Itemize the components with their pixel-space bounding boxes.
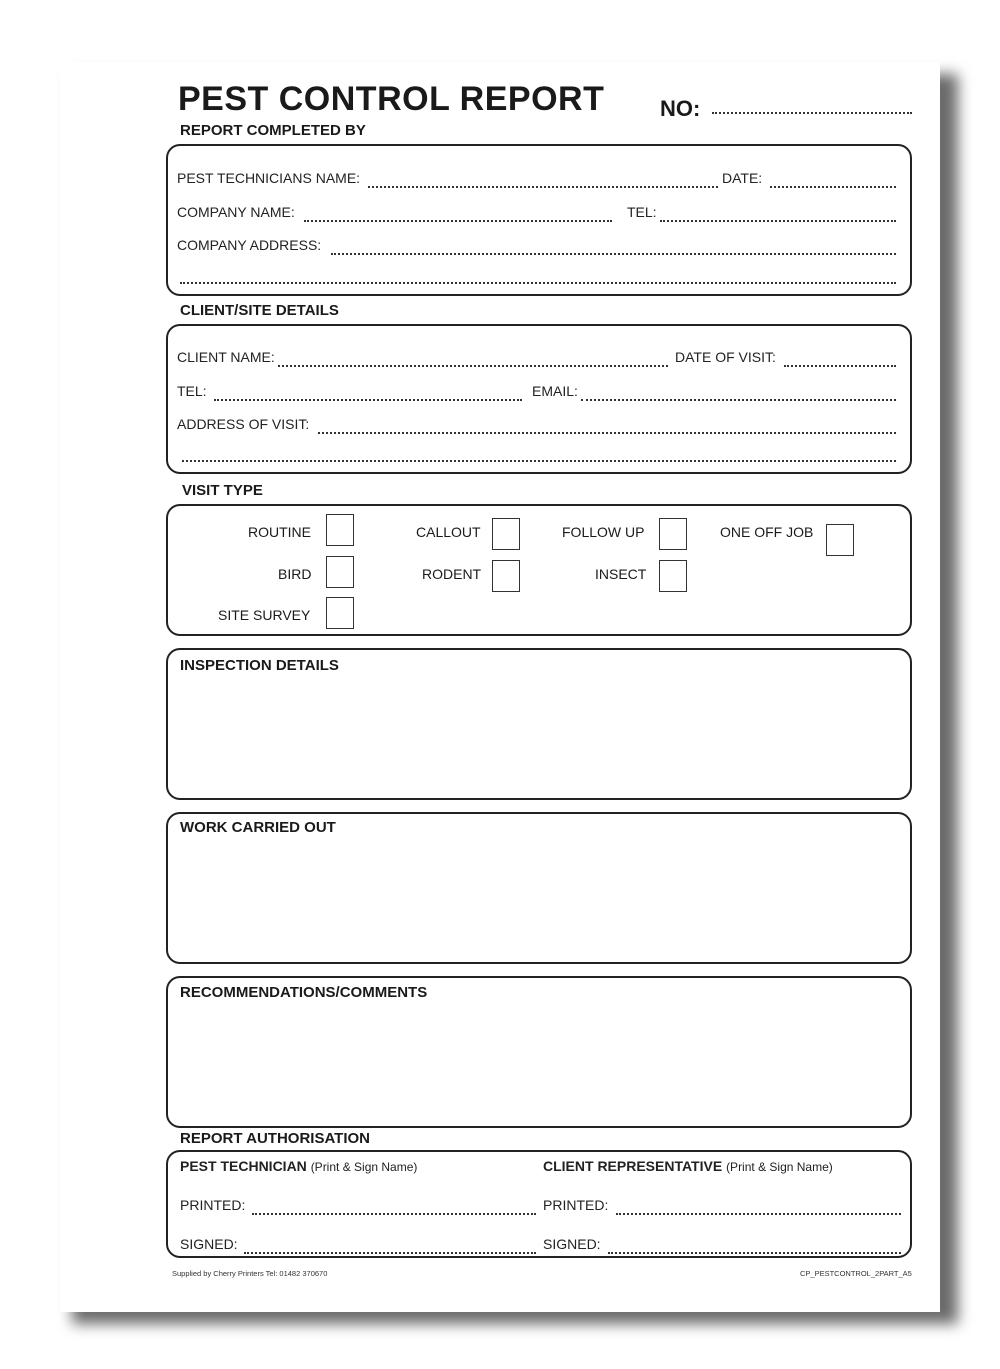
client-auth-heading-text: CLIENT REPRESENTATIVE bbox=[543, 1158, 723, 1174]
footer-supplier: Supplied by Cherry Printers Tel: 01482 370670 bbox=[172, 1269, 328, 1278]
company-address-label: COMPANY ADDRESS: bbox=[177, 237, 322, 253]
section-title-client-site: CLIENT/SITE DETAILS bbox=[180, 302, 339, 319]
tech-print-sign-note: (Print & Sign Name) bbox=[310, 1160, 418, 1174]
section-title-recommendations: RECOMMENDATIONS/COMMENTS bbox=[180, 984, 428, 1001]
company-name-label: COMPANY NAME: bbox=[177, 204, 295, 220]
section-title-report-completed-by: REPORT COMPLETED BY bbox=[180, 122, 366, 139]
visit-option-follow-up-label: FOLLOW UP bbox=[562, 524, 645, 540]
date-label: DATE: bbox=[722, 170, 763, 186]
work-carried-out-box[interactable] bbox=[166, 812, 912, 964]
tech-signed-field[interactable] bbox=[244, 1252, 536, 1254]
visit-option-routine-checkbox[interactable] bbox=[326, 514, 354, 546]
client-printed-field[interactable] bbox=[616, 1213, 901, 1215]
form-title: PEST CONTROL REPORT bbox=[178, 80, 605, 118]
section-title-inspection-details: INSPECTION DETAILS bbox=[180, 657, 339, 674]
visit-option-callout-label: CALLOUT bbox=[416, 524, 481, 540]
visit-option-routine-label: ROUTINE bbox=[248, 524, 311, 540]
visit-option-insect-label: INSECT bbox=[595, 566, 647, 582]
client-tel-label: TEL: bbox=[177, 383, 207, 399]
section-title-work-carried-out: WORK CARRIED OUT bbox=[180, 819, 336, 836]
visit-option-rodent-checkbox[interactable] bbox=[492, 560, 520, 592]
client-name-field[interactable] bbox=[278, 365, 668, 367]
client-signed-label: SIGNED: bbox=[543, 1236, 601, 1252]
email-field[interactable] bbox=[581, 399, 896, 401]
visit-option-callout-checkbox[interactable] bbox=[492, 518, 520, 550]
visit-option-one-off-job-checkbox[interactable] bbox=[826, 524, 854, 556]
company-name-field[interactable] bbox=[304, 220, 612, 222]
company-address-field-line2[interactable] bbox=[180, 282, 896, 284]
tech-name-field[interactable] bbox=[368, 186, 718, 188]
tech-name-label: PEST TECHNICIANS NAME: bbox=[177, 170, 361, 186]
visit-option-bird-checkbox[interactable] bbox=[326, 556, 354, 588]
section-title-report-authorisation: REPORT AUTHORISATION bbox=[180, 1130, 370, 1147]
client-signed-field[interactable] bbox=[608, 1252, 901, 1254]
visit-option-insect-checkbox[interactable] bbox=[659, 560, 687, 592]
footer-code: CP_PESTCONTROL_2PART_A5 bbox=[800, 1269, 912, 1278]
report-number-label: NO: bbox=[660, 96, 701, 121]
client-site-box bbox=[166, 324, 912, 474]
address-of-visit-field[interactable] bbox=[318, 432, 896, 434]
visit-option-bird-label: BIRD bbox=[278, 566, 312, 582]
tech-printed-field[interactable] bbox=[252, 1213, 536, 1215]
client-name-label: CLIENT NAME: bbox=[177, 349, 275, 365]
client-printed-label: PRINTED: bbox=[543, 1197, 609, 1213]
authorisation-box bbox=[166, 1150, 912, 1258]
tech-auth-heading bbox=[180, 1158, 417, 1174]
recommendations-box[interactable] bbox=[166, 976, 912, 1128]
visit-option-site-survey-checkbox[interactable] bbox=[326, 597, 354, 629]
client-tel-field[interactable] bbox=[214, 399, 522, 401]
date-of-visit-label: DATE OF VISIT: bbox=[675, 349, 776, 365]
visit-type-box bbox=[166, 504, 912, 636]
address-of-visit-label: ADDRESS OF VISIT: bbox=[177, 416, 310, 432]
date-field[interactable] bbox=[770, 186, 896, 188]
client-auth-heading bbox=[543, 1158, 833, 1174]
tech-auth-heading-text: PEST TECHNICIAN bbox=[180, 1158, 307, 1174]
report-number-field[interactable] bbox=[712, 112, 912, 114]
client-print-sign-note: (Print & Sign Name) bbox=[726, 1160, 833, 1174]
date-of-visit-field[interactable] bbox=[784, 365, 896, 367]
report-completed-by-box bbox=[166, 144, 912, 296]
address-of-visit-field-line2[interactable] bbox=[182, 460, 896, 462]
visit-option-rodent-label: RODENT bbox=[422, 566, 482, 582]
company-tel-field[interactable] bbox=[660, 220, 896, 222]
section-title-visit-type: VISIT TYPE bbox=[182, 482, 263, 499]
inspection-details-box[interactable] bbox=[166, 648, 912, 800]
visit-option-one-off-job-label: ONE OFF JOB bbox=[720, 524, 814, 540]
visit-option-follow-up-checkbox[interactable] bbox=[659, 518, 687, 550]
tech-printed-label: PRINTED: bbox=[180, 1197, 246, 1213]
company-tel-label: TEL: bbox=[627, 204, 657, 220]
visit-option-site-survey-label: SITE SURVEY bbox=[218, 607, 311, 623]
company-address-field[interactable] bbox=[331, 253, 896, 255]
tech-signed-label: SIGNED: bbox=[180, 1236, 238, 1252]
form-sheet bbox=[60, 62, 940, 1312]
email-label: EMAIL: bbox=[532, 383, 578, 399]
